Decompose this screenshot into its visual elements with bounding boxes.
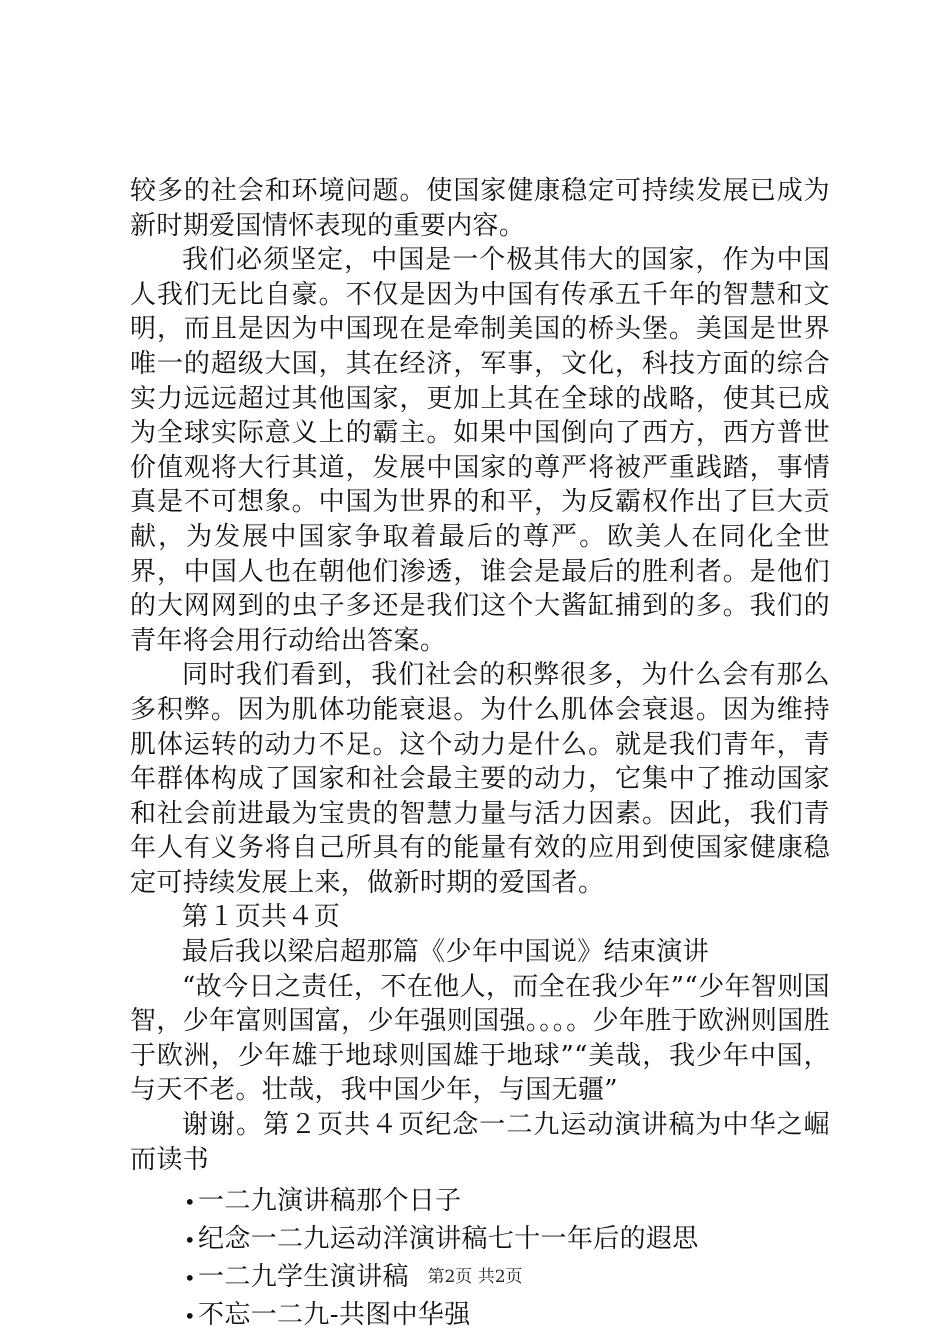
bullet-icon: • [183, 1228, 197, 1253]
page-marker-1: 第１页共４页 [182, 902, 341, 933]
related-link-label: 不忘一二九-共图中华强 [198, 1299, 471, 1330]
paragraph-china-greatness: 我们必须坚定，中国是一个极其伟大的国家，作为中国人我们无比自豪。不仅是因为中国有传承五千年的智慧和文明，而且是因为中国现在是牵制美国的桥头堡。美国是世界唯一的超级大国，其在经济，军事，文化，科技方面的综合实力远远超过其他国家，更加上其在全球的战略，使其已成为全球实际意义上的霸主。如果中国倒向了西方，西方普世价值观将大行其道，发展中国家的尊严将被严重践踏，事情真是不可想象。中国为世界的和平，为反霸权作出了巨大贡献，为发展中国家争取着最后的尊严。欧美人在同化全世界，中国人也在朝他们渗透，谁会是最后的胜利者。是他们的大网网到的虫子多还是我们这个大酱缸捕到的多。我们的青年将会用行动给出答案。 [130, 245, 830, 656]
related-link-item[interactable] [130, 1221, 830, 1259]
related-link-label: 一二九学生演讲稿 [198, 1261, 409, 1292]
paragraph-thanks: 谢谢。第２页共４页纪念一二九运动演讲稿为中华之崛而读书 [130, 1110, 830, 1175]
page-footer: 第2页 共2页 [427, 1267, 523, 1287]
paragraph-youth-drive: 同时我们看到，我们社会的积弊很多，为什么会有那么多积弊。因为肌体功能衰退。为什么肌体会衰退。因为维持肌体运转的动力不足。这个动力是什么。就是我们青年，青年群体构成了国家和社会最主要的动力，它集中了推动国家和社会前进最为宝贵的智慧力量与活力因素。因此，我们青年人有义务将自己所具有的能量有效的应用到使国家健康稳定可持续发展上来，做新时期的爱国者。 [130, 660, 830, 898]
bullet-icon: • [183, 1303, 197, 1328]
related-link-label: 纪念一二九运动洋演讲稿七十一年后的遐思 [198, 1224, 699, 1255]
related-links-list [130, 1183, 830, 1334]
related-link-label: 一二九演讲稿那个日子 [198, 1186, 462, 1217]
paragraph-closing-intro: 最后我以梁启超那篇《少年中国说》结束演讲 [182, 937, 710, 968]
document-body [130, 174, 830, 1334]
bullet-icon: • [183, 1265, 197, 1290]
bullet-icon: • [183, 1190, 197, 1215]
related-link-item[interactable] [130, 1297, 830, 1335]
paragraph-quote-shaonian: “故今日之责任，不在他人，而全在我少年”“少年智则国智，少年富则国富，少年强则国强。。。。少年胜于欧洲则国胜于欧洲，少年雄于地球则国雄于地球”“美哉，我少年中国，与天不老。壮哉，我中国少年，与国无疆” [130, 971, 830, 1106]
related-link-item[interactable] [130, 1183, 830, 1221]
paragraph-continuation: 较多的社会和环境问题。使国家健康稳定可持续发展已成为新时期爱国情怀表现的重要内容。 [130, 176, 830, 241]
